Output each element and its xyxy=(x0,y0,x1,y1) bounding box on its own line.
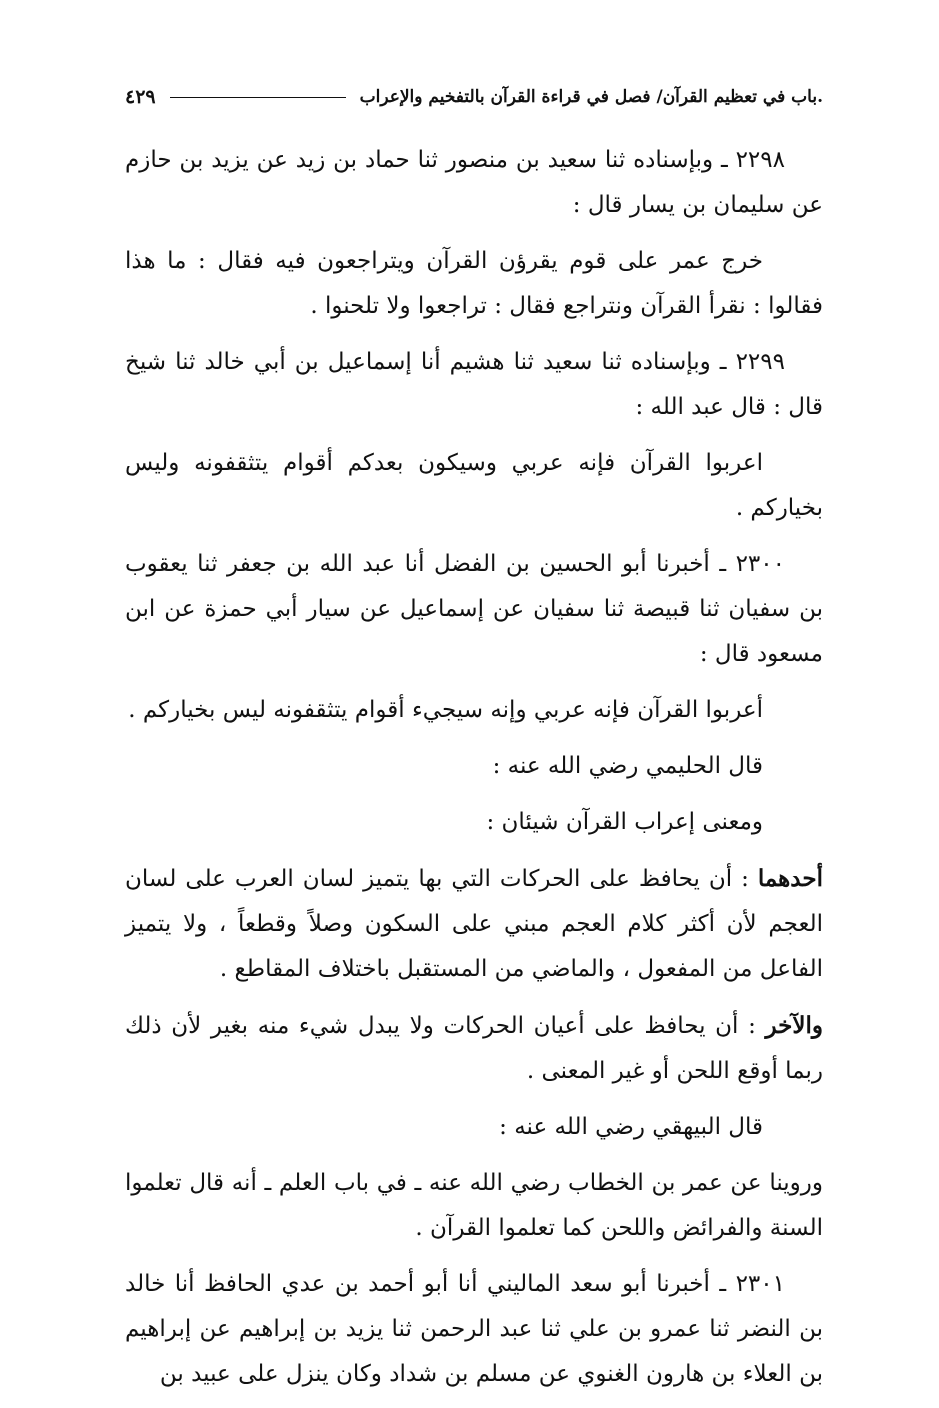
hadith-2299-text: اعربوا القرآن فإنه عربي وسيكون بعدكم أقوام يتثقفونه وليس بخياركم . xyxy=(125,450,823,521)
page-number: ٤٢٩ xyxy=(125,86,156,108)
first-meaning xyxy=(125,856,823,992)
hadith-2300-text: أعربوا القرآن فإنه عربي وإنه سيجيء أقوام يتثقفونه ليس بخياركم . xyxy=(128,697,763,723)
bayhaqi-intro: قال البيهقي رضي الله عنه : xyxy=(499,1114,763,1140)
hadith-2299: ٢٢٩٩ ـ وبإسناده ثنا سعيد ثنا هشيم أنا إسماعيل بن أبي خالد ثنا شيخ قال : قال عبد الله : xyxy=(125,349,823,420)
second-meaning-text: : أن يحافظ على أعيان الحركات ولا يبدل شيء منه بغير لأن ذلك ربما أوقع اللحن أو غير المعنى . xyxy=(125,1013,823,1084)
second-meaning xyxy=(125,1003,823,1094)
hadith-2298-text: خرج عمر على قوم يقرؤن القرآن ويتراجعون فيه فقال : ما هذا فقالوا : نقرأ القرآن ونتراجع فقال : تراجعوا ولا تلحنوا . xyxy=(125,248,823,319)
hadith-2301: ٢٣٠١ ـ أخبرنا أبو سعد الماليني أنا أبو أحمد بن عدي الحافظ أنا خالد بن النضر ثنا عمرو بن علي ثنا عبد الرحمن ثنا يزيد بن إبراهيم عن إبراهيم بن العلاء بن هارون الغنوي عن مسلم بن شداد وكان ينزل على عبيد بن xyxy=(125,1271,823,1387)
first-meaning-lead: أحدهما xyxy=(757,865,823,892)
page-body xyxy=(125,138,823,1408)
umar-report: وروينا عن عمر بن الخطاب رضي الله عنه ـ في باب العلم ـ أنه قال تعلموا السنة والفرائض واللحن كما تعلموا القرآن . xyxy=(125,1170,823,1241)
meaning-intro: ومعنى إعراب القرآن شيئان : xyxy=(486,809,763,835)
running-title: .باب في تعظيم القرآن/ فصل في قراءة القرآن بالتفخيم والإعراب xyxy=(359,87,823,107)
first-meaning-text: : أن يحافظ على الحركات التي بها يتميز لسان العرب على لسان العجم لأن أكثر كلام العجم مبني على السكون وصلاً وقطعاً ، ولا يتميز الفاعل من المفعول ، والماضي من المستقبل باختلاف المقاطع . xyxy=(125,866,823,982)
hadith-2300: ٢٣٠٠ ـ أخبرنا أبو الحسين بن الفضل أنا عبد الله بن جعفر ثنا يعقوب بن سفيان ثنا قبيصة ثنا سفيان عن إسماعيل عن سيار أبي حمزة عن ابن مسعود قال : xyxy=(125,551,823,667)
page-header xyxy=(125,80,823,114)
header-rule xyxy=(170,97,346,98)
second-meaning-lead: والآخر xyxy=(765,1012,823,1039)
halimi-intro: قال الحليمي رضي الله عنه : xyxy=(492,753,763,779)
hadith-2298: ٢٢٩٨ ـ وبإسناده ثنا سعيد بن منصور ثنا حماد بن زيد عن يزيد بن حازم عن سليمان بن يسار قال : xyxy=(125,147,823,218)
